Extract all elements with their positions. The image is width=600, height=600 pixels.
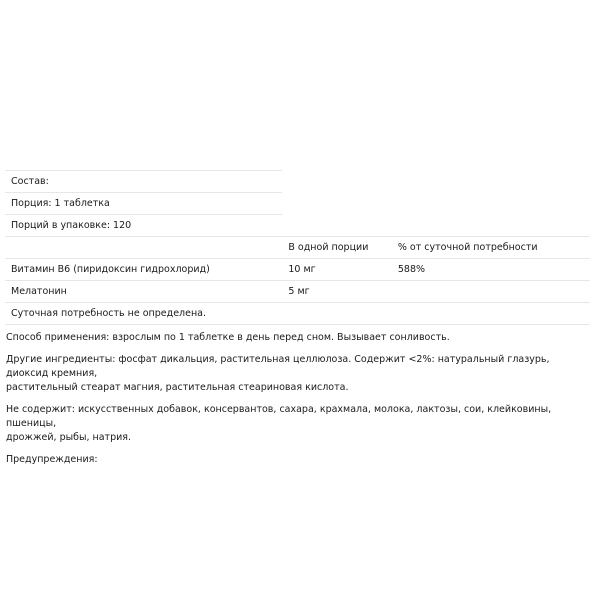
header-per-serving: В одной порции bbox=[282, 237, 391, 259]
serving-size: Порция: 1 таблетка bbox=[5, 193, 282, 215]
usage-text: Способ применения: взрослым по 1 таблетке в день перед сном. Вызывает сонливость. bbox=[6, 332, 450, 343]
table-header-row bbox=[5, 237, 590, 259]
other-ingredients-text: Другие ингредиенты: фосфат дикальция, растительная целлюлоза. Содержит <2%: натуральный глазурь, диоксид кремния, растительный стеарат магния, растительная стеариновая кислота. bbox=[6, 354, 550, 393]
daily-value-footnote: Суточная потребность не определена. bbox=[5, 303, 282, 325]
nutrient-daily-value bbox=[392, 281, 590, 303]
servings-per-container-row bbox=[5, 215, 590, 237]
composition-label: Состав: bbox=[5, 171, 282, 193]
header-daily-value: % от суточной потребности bbox=[392, 237, 590, 259]
warnings-heading: Предупреждения: bbox=[6, 454, 98, 465]
servings-per-container: Порций в упаковке: 120 bbox=[5, 215, 282, 237]
supplement-facts-sheet bbox=[5, 170, 590, 475]
table-row bbox=[5, 281, 590, 303]
free-of-text: Не содержит: искусственных добавок, консервантов, сахара, крахмала, молока, лактозы, сои, клейковины, пшеницы, дрожжей, рыбы, натрия. bbox=[6, 404, 552, 443]
nutrient-name: Мелатонин bbox=[5, 281, 282, 303]
composition-row bbox=[5, 171, 590, 193]
supplement-facts-table bbox=[5, 170, 590, 325]
nutrient-name: Витамин B6 (пиридоксин гидрохлорид) bbox=[5, 259, 282, 281]
product-notes bbox=[5, 331, 590, 467]
serving-row bbox=[5, 193, 590, 215]
nutrient-amount: 5 мг bbox=[282, 281, 391, 303]
nutrient-daily-value: 588% bbox=[392, 259, 590, 281]
table-row bbox=[5, 259, 590, 281]
nutrient-amount: 10 мг bbox=[282, 259, 391, 281]
footnote-row bbox=[5, 303, 590, 325]
